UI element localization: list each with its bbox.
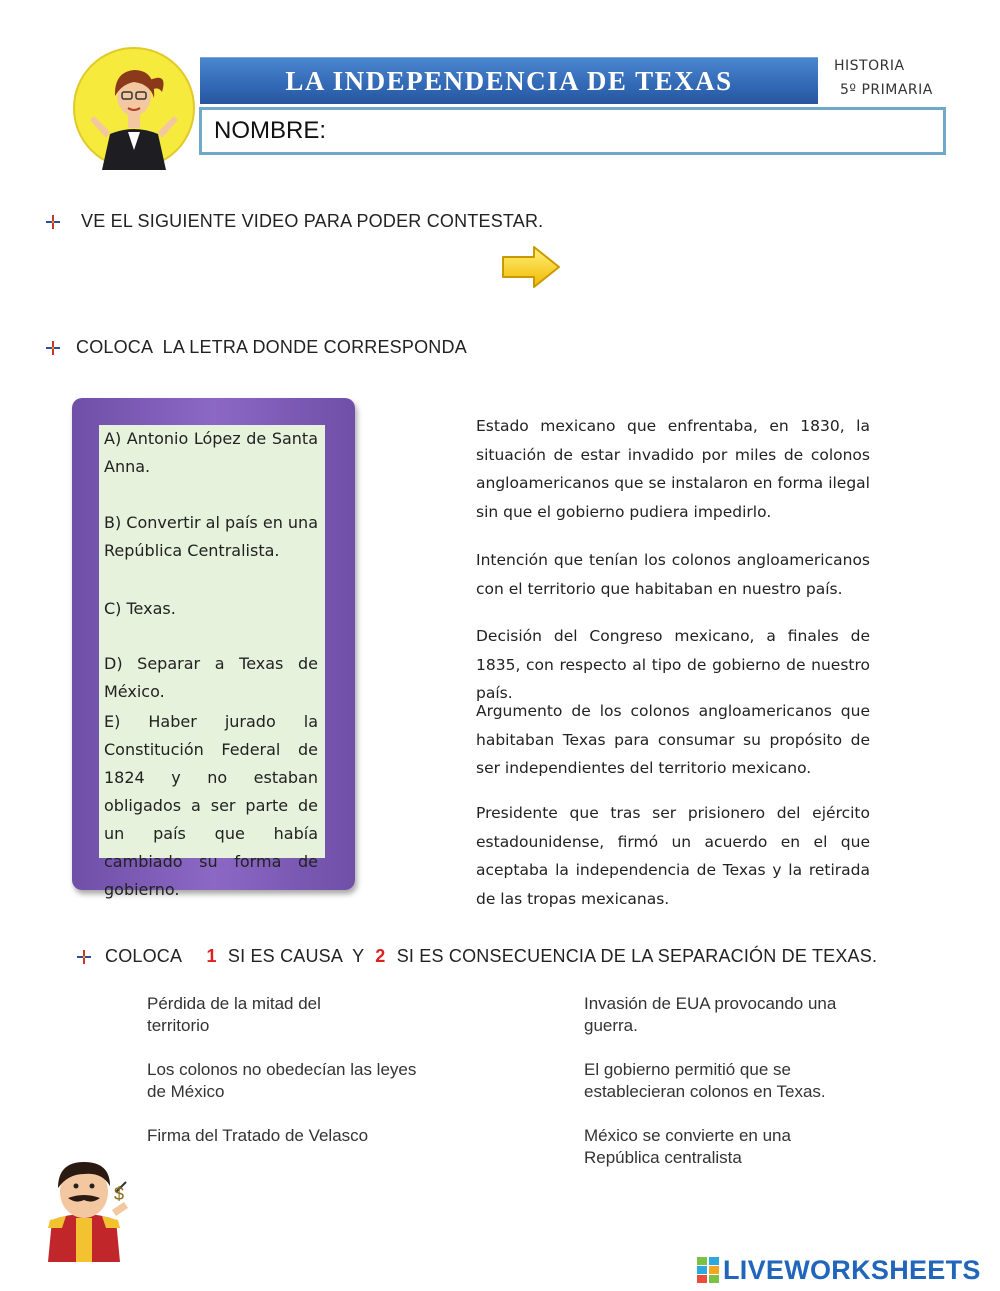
grade-label: 5º PRIMARIA: [840, 82, 933, 98]
option-a: A) Antonio López de Santa Anna.: [104, 429, 318, 476]
name-field-box: [199, 107, 946, 155]
statement-1: Estado mexicano que enfrentaba, en 1830, la situación de estar invadido por miles de colonos angloamericanos que se instalaron en forma ilegal sin que el gobierno pudiera impedirlo.: [476, 417, 870, 521]
item-right-2: El gobierno permitió que se establecieran colonos en Texas.: [584, 1060, 826, 1101]
cross-bullet-icon: [45, 340, 61, 356]
option-b: B) Convertir al país en una República Centralista.: [104, 513, 318, 560]
options-list: [99, 425, 325, 899]
cross-bullet-icon: [76, 949, 92, 965]
instruction-part2: SI ES CAUSA Y: [227, 946, 365, 966]
subject-label: HISTORIA: [834, 58, 905, 74]
page-title: LA INDEPENDENCIA DE TEXAS: [285, 65, 733, 96]
number-two: 2: [375, 946, 386, 966]
cross-bullet-icon: [45, 214, 61, 230]
item-left-1: Pérdida de la mitad del territorio: [147, 994, 321, 1035]
item-right-1: Invasión de EUA provocando una guerra.: [584, 994, 837, 1035]
instruction-part1: COLOCA: [105, 946, 182, 966]
option-d: D) Separar a Texas de México.: [104, 654, 318, 701]
liveworksheets-logo: [697, 1255, 981, 1285]
option-c: C) Texas.: [104, 599, 176, 618]
match-instruction: COLOCA LA LETRA DONDE CORRESPONDA: [76, 337, 467, 357]
statement-5: Presidente que tras ser prisionero del ejército estadounidense, firmó un acuerdo en el que aceptaba la independencia de Texas y la retirada de las tropas mexicanas.: [476, 804, 870, 908]
item-left-2: Los colonos no obedecían las leyes de México: [147, 1060, 417, 1101]
cause-consequence-instruction: [105, 946, 877, 967]
option-e: E) Haber jurado la Constitución Federal de 1824 y no estaban obligados a ser parte de un país que había cambiado su forma de gobierno.: [104, 712, 318, 899]
name-label: NOMBRE:: [214, 117, 327, 144]
item-right-3: México se convierte en una República centralista: [584, 1126, 791, 1167]
logo-text: LIVEWORKSHEETS: [723, 1254, 981, 1285]
options-card: [72, 398, 355, 899]
arrow-right-icon[interactable]: [500, 244, 562, 290]
statement-2: Intención que tenían los colonos angloamericanos con el territorio que habitaban en nuestro país.: [476, 551, 870, 598]
video-instruction: VE EL SIGUIENTE VIDEO PARA PODER CONTESTAR.: [81, 211, 544, 231]
statement-3: Decisión del Congreso mexicano, a finales de 1835, con respecto al tipo de gobierno de nuestro país.: [476, 627, 870, 702]
name-input[interactable]: [334, 112, 943, 150]
statement-4: Argumento de los colonos angloamericanos que habitaban Texas para consumar su propósito de ser independientes del territorio mexicano.: [476, 702, 870, 777]
number-one: 1: [206, 946, 217, 966]
teacher-avatar: [72, 46, 196, 170]
title-banner: [200, 57, 818, 104]
svg-text:$: $: [114, 1184, 125, 1204]
instruction-part3: SI ES CONSECUENCIA DE LA SEPARACIÓN DE TEXAS.: [396, 946, 878, 966]
liveworksheets-mark-icon: [697, 1257, 719, 1283]
santa-anna-cartoon: [40, 1158, 132, 1262]
item-left-3: Firma del Tratado de Velasco: [147, 1126, 369, 1145]
